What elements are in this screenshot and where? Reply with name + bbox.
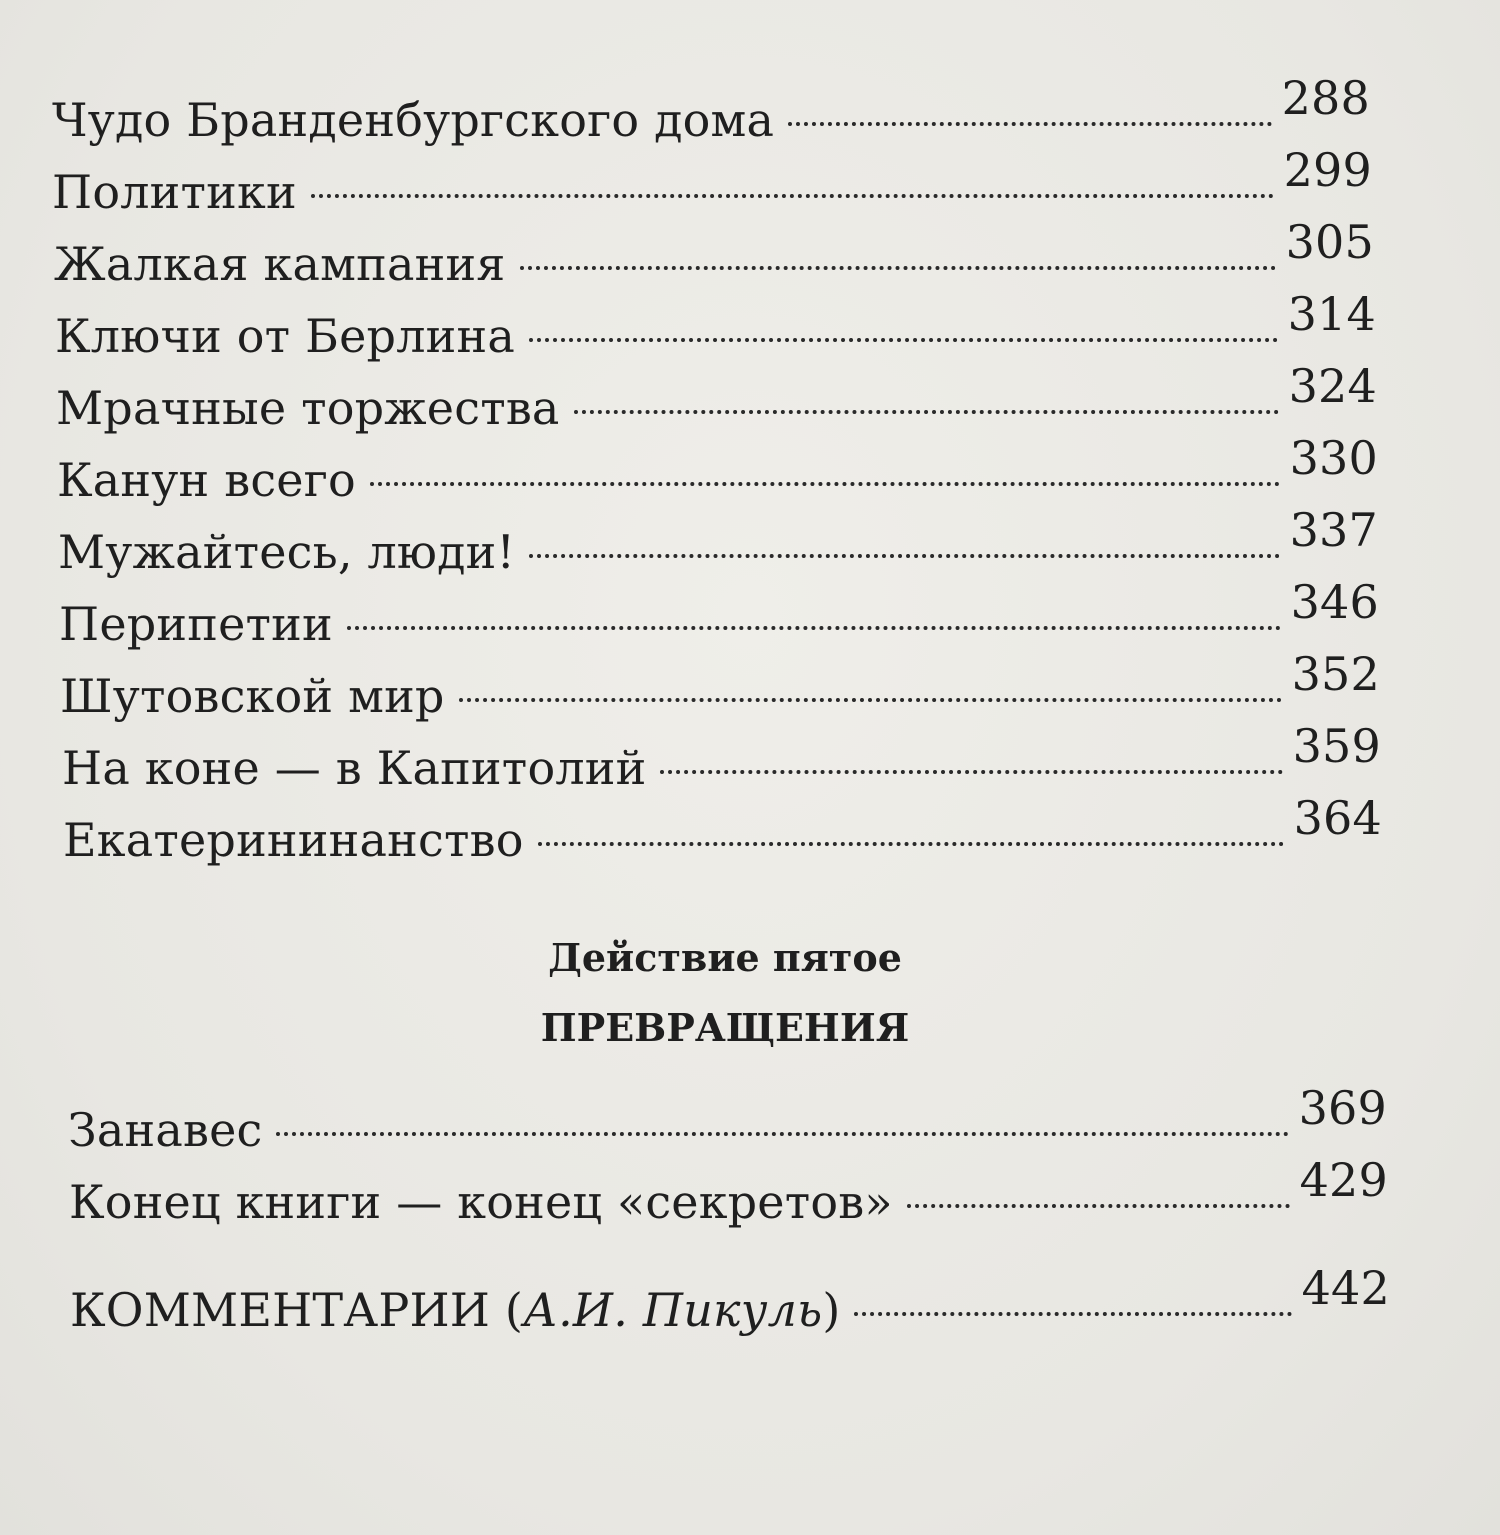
toc-entry-title: Шутовской мир [60, 669, 445, 723]
toc-entry [57, 431, 1378, 510]
dot-leader [276, 1132, 1288, 1136]
toc-entry-page: 352 [1291, 647, 1380, 701]
toc-entry-page: 330 [1289, 431, 1378, 485]
dot-leader [347, 626, 1281, 630]
act-label: Действие пятое [548, 935, 902, 980]
toc-entry [54, 215, 1374, 294]
toc-entry [52, 143, 1372, 222]
toc-entry [56, 359, 1377, 438]
dot-leader [854, 1312, 1291, 1316]
dot-leader [459, 698, 1282, 702]
dot-leader [907, 1204, 1290, 1208]
toc-entry-page: 305 [1285, 215, 1374, 269]
toc-entry-page: 442 [1301, 1261, 1390, 1315]
toc-entry-title: Мрачные торжества [56, 381, 560, 435]
toc-entry [60, 647, 1380, 726]
toc-entry [63, 791, 1382, 870]
toc-entry-page: 337 [1289, 503, 1378, 557]
toc-entry-title: На коне — в Капитолий [62, 741, 647, 795]
toc-entry-title: Екатерининанство [63, 813, 524, 867]
toc-entry-title [70, 1280, 840, 1340]
toc-entry-title: Чудо Бранденбургского дома [52, 93, 775, 147]
toc-entry-page: 346 [1290, 575, 1379, 629]
dot-leader [520, 266, 1276, 270]
toc-entry-page: 429 [1299, 1153, 1388, 1207]
commentary-author: А.И. Пикуль [523, 1283, 823, 1337]
commentary-title-end: ) [822, 1283, 841, 1337]
toc-entry-page: 364 [1293, 791, 1382, 845]
toc-entry [62, 719, 1381, 798]
toc-entry-title: Занавес [68, 1103, 263, 1157]
dot-leader [529, 554, 1279, 558]
toc-entry-page: 359 [1292, 719, 1381, 773]
toc-entry-title: Канун всего [57, 453, 356, 507]
toc-entry-page: 324 [1288, 359, 1377, 413]
toc-entry-page: 369 [1298, 1081, 1387, 1135]
toc-entry-title: Ключи от Берлина [55, 309, 515, 363]
act-title: ПРЕВРАЩЕНИЯ [540, 1005, 910, 1050]
toc-entry [68, 1081, 1387, 1160]
dot-leader [538, 842, 1284, 846]
dot-leader [370, 482, 1280, 486]
toc-entry [59, 575, 1379, 654]
dot-leader [311, 194, 1274, 198]
toc-entry-title: Конец книги — конец «секретов» [69, 1175, 893, 1229]
commentary-title: КОММЕНТАРИИ ( [70, 1283, 524, 1337]
dot-leader [660, 770, 1282, 774]
toc-entry-page: 314 [1287, 287, 1376, 341]
toc-entry [58, 503, 1378, 582]
toc-entry-page: 299 [1283, 143, 1372, 197]
dot-leader [529, 338, 1278, 342]
dot-leader [788, 122, 1271, 126]
toc-entry [69, 1153, 1388, 1232]
toc-entry-page: 288 [1281, 71, 1370, 125]
toc-entry-title: Мужайтесь, люди! [58, 525, 516, 579]
toc-entry-commentary [70, 1261, 1390, 1340]
toc-entry-title: Перипетии [59, 597, 333, 651]
toc-entry-title: Политики [52, 165, 297, 219]
toc-entry [52, 71, 1370, 150]
toc-entry-title: Жалкая кампания [54, 237, 506, 291]
toc-entry [55, 287, 1376, 366]
dot-leader [574, 410, 1279, 414]
